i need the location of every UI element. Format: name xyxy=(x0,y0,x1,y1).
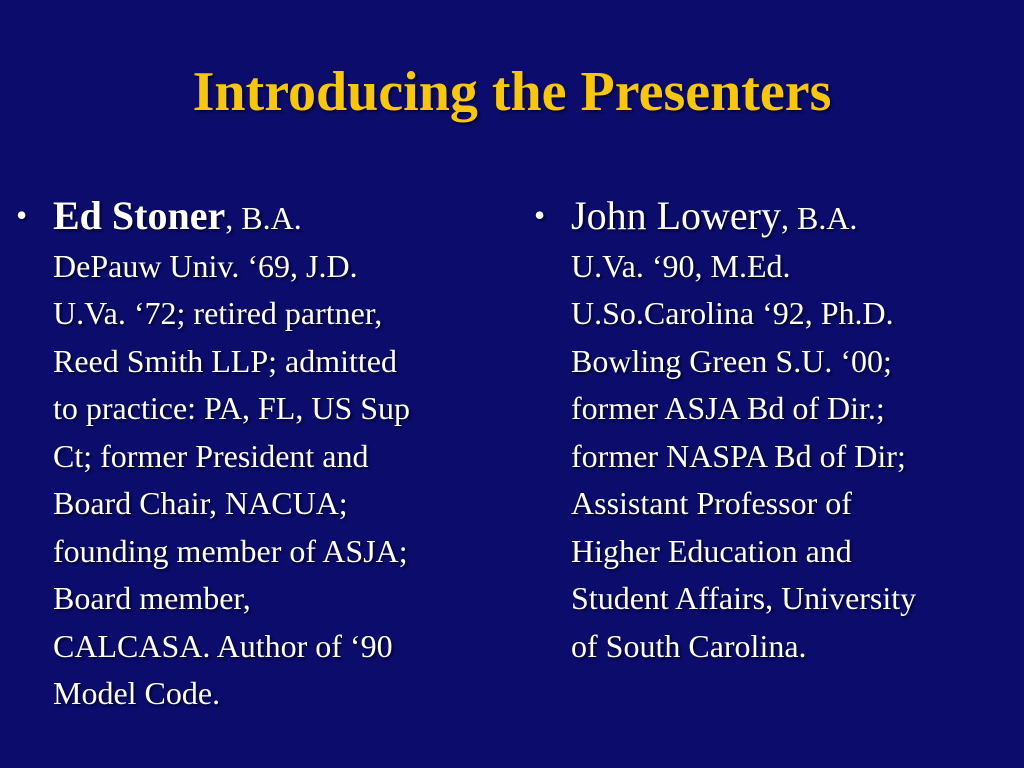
presenter-2-bio-line: Student Affairs, University xyxy=(571,580,917,616)
presenter-1-bio-line: Board Chair, NACUA; xyxy=(53,485,348,521)
presenter-2-bio-line: Assistant Professor of xyxy=(571,485,852,521)
presenter-2-bio-line: U.Va. ‘90, M.Ed. xyxy=(571,247,791,284)
presenter-2-first-line-rest: , B.A. xyxy=(780,200,858,236)
presenter-1-first-line-rest: , B.A. xyxy=(225,200,302,236)
presenter-2-bio-line: Bowling Green S.U. ‘00; xyxy=(571,342,892,379)
presenter-2-bio-line: former NASPA Bd of Dir; xyxy=(571,437,906,474)
presenter-1-bio-line: to practice: PA, FL, US Sup xyxy=(53,390,411,426)
presenter-2-first-line xyxy=(571,192,1016,243)
presenter-2-bio-line: former ASJA Bd of Dir.; xyxy=(571,390,885,426)
presenter-1-bio-line: Ct; former President and xyxy=(53,437,369,474)
slide-title: Introducing the Presenters xyxy=(192,61,832,123)
presenter-1-bullet-item xyxy=(14,192,504,718)
presenter-2-bio-line: Higher Education and xyxy=(571,532,852,569)
bullet-icon: • xyxy=(16,197,28,233)
presenter-1-bio xyxy=(53,192,504,718)
presenter-2-name: John Lowery xyxy=(571,193,781,238)
presenter-2-bullet-item xyxy=(532,192,1016,670)
presenter-2-bio-line: U.So.Carolina ‘92, Ph.D. xyxy=(571,295,894,331)
presenter-1-first-line xyxy=(53,192,504,243)
bullet-icon: • xyxy=(534,197,546,233)
presenter-1-bio-line: Board member, xyxy=(53,580,251,616)
presenter-1-bio-line: founding member of ASJA; xyxy=(53,532,408,569)
presenter-2-column xyxy=(532,192,1016,670)
presenter-1-bio-line: U.Va. ‘72; retired partner, xyxy=(53,295,383,331)
presenter-1-name: Ed Stoner xyxy=(53,193,226,238)
presenter-1-column xyxy=(14,192,504,718)
presenter-2-bio xyxy=(571,192,1016,670)
presenter-1-bio-line: Reed Smith LLP; admitted xyxy=(53,342,397,379)
presenter-1-bio-line: CALCASA. Author of ‘90 xyxy=(53,627,393,664)
presenter-1-bio-line: Model Code. xyxy=(53,675,221,711)
presenter-2-bio-line: of South Carolina. xyxy=(571,627,807,664)
presenter-1-bio-line: DePauw Univ. ‘69, J.D. xyxy=(53,247,358,284)
